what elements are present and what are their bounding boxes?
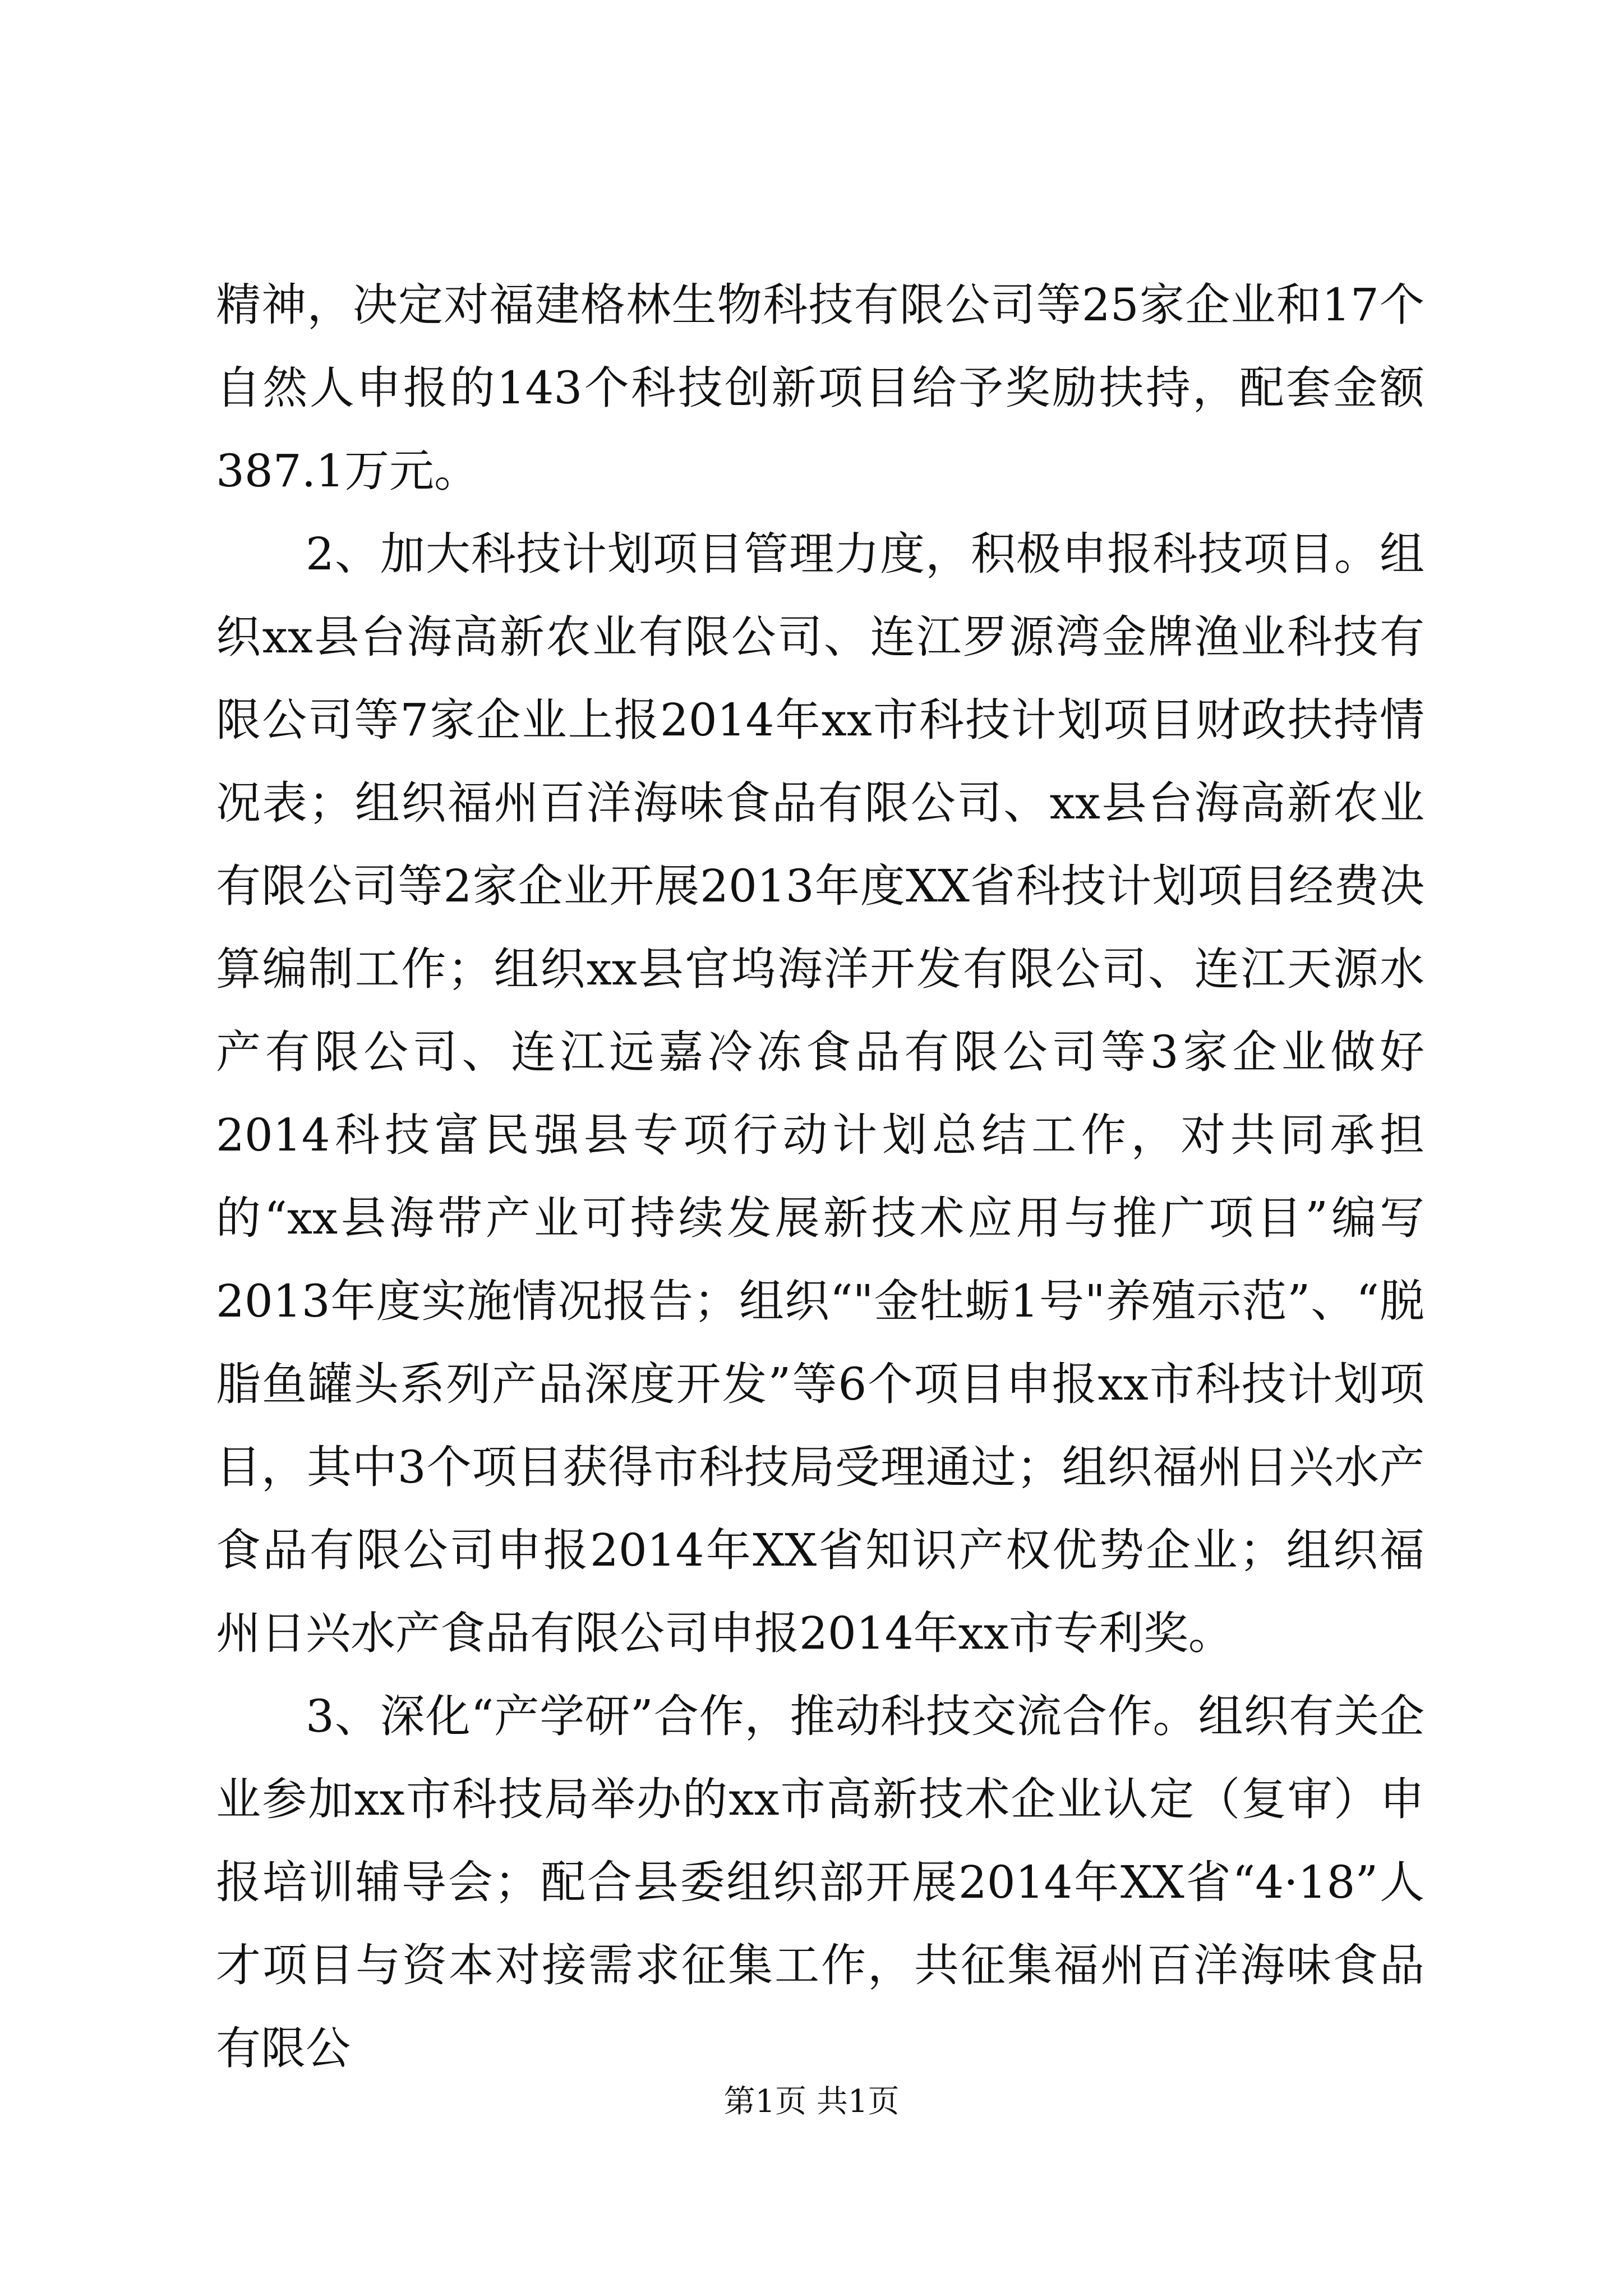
document-body	[216, 264, 1424, 2090]
page-number-footer: 第1页 共1页	[723, 2083, 900, 2120]
paragraph-1: 精神，决定对福建格林生物科技有限公司等25家企业和17个自然人申报的143个科技创新项目给予奖励扶持，配套金额387.1万元。	[216, 279, 1424, 497]
paragraph-3: 3、深化“产学研”合作，推动科技交流合作。组织有关企业参加xx市科技局举办的xx市高新技术企业认定（复审）申报培训辅导会；配合县委组织部开展2014年XX省“4·18”人才项目与资本对接需求征集工作，共征集福州百洋海味食品有限公	[216, 1690, 1424, 2074]
paragraph-2: 2、加大科技计划项目管理力度，积极申报科技项目。组织xx县台海高新农业有限公司、连江罗源湾金牌渔业科技有限公司等7家企业上报2014年xx市科技计划项目财政扶持情况表；组织福州百洋海味食品有限公司、xx县台海高新农业有限公司等2家企业开展2013年度XX省科技计划项目经费决算编制工作；组织xx县官坞海洋开发有限公司、连江天源水产有限公司、连江远嘉冷冻食品有限公司等3家企业做好2014科技富民强县专项行动计划总结工作，对共同承担的“xx县海带产业可持续发展新技术应用与推广项目”编写2013年度实施情况报告；组织“"金牡蛎1号"养殖示范”、“脱脂鱼罐头系列产品深度开发”等6个项目申报xx市科技计划项目，其中3个项目获得市科技局受理通过；组织福州日兴水产食品有限公司申报2014年XX省知识产权优势企业；组织福州日兴水产食品有限公司申报2014年xx市专利奖。	[216, 528, 1424, 1659]
